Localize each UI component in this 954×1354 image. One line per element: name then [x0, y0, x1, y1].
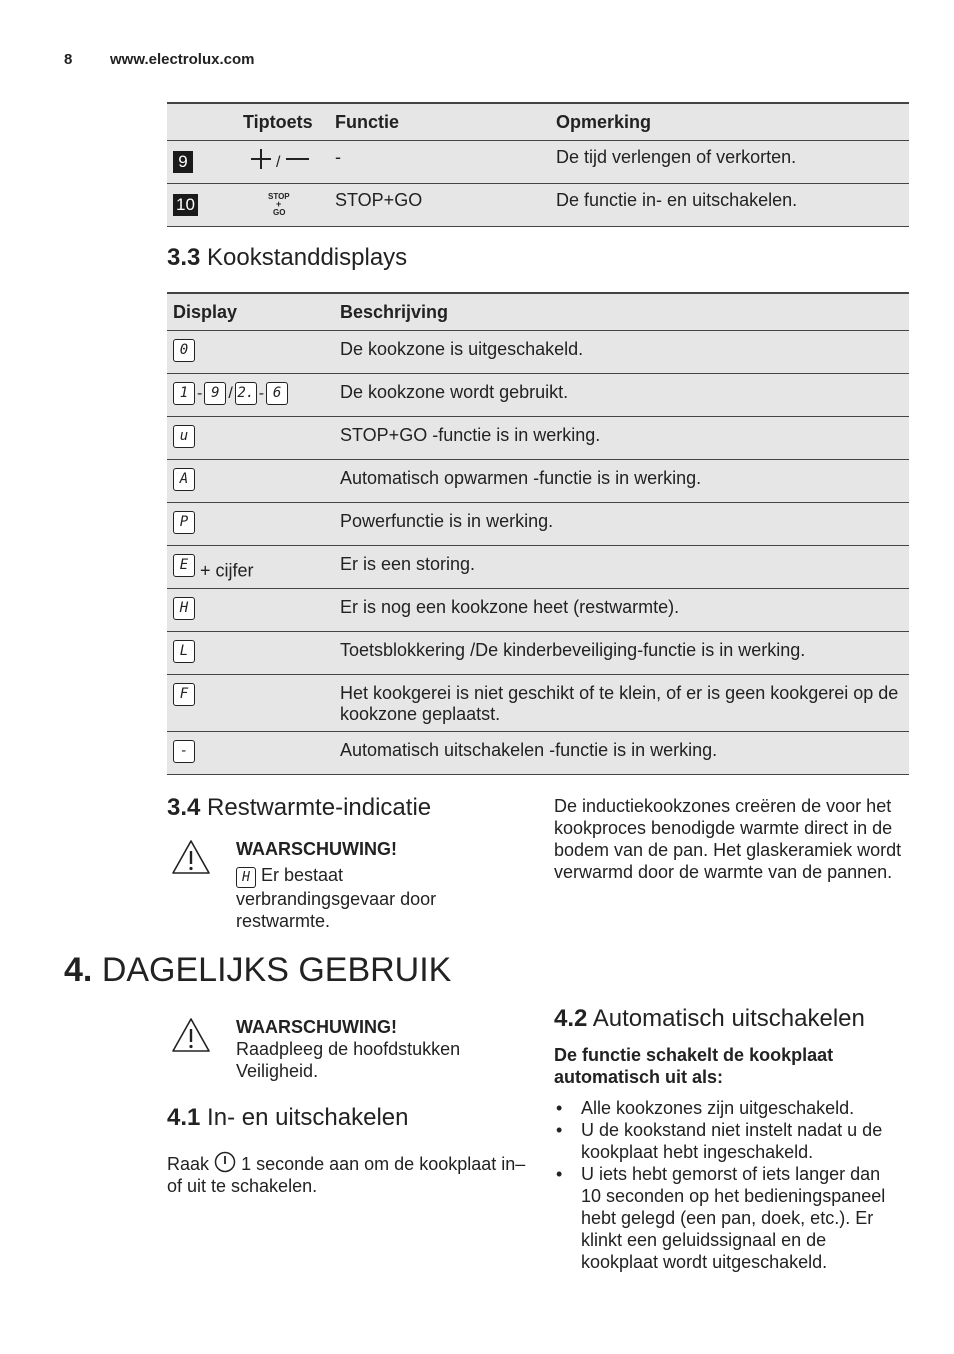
warning-triangle-icon: [171, 1017, 211, 1053]
display-symbol: u: [173, 425, 195, 448]
warning-block-3-4: [236, 839, 496, 932]
table-row: [167, 417, 909, 460]
display-symbol: P: [173, 511, 195, 534]
svg-text:GO: GO: [273, 208, 286, 217]
description-cell: De kookzone wordt gebruikt.: [334, 374, 909, 417]
plus-minus-icon: [243, 147, 313, 173]
page-number: 8: [64, 51, 73, 68]
list-item: • U de kookstand niet instelt nadat u de kookplaat hebt ingeschakeld.: [554, 1119, 904, 1163]
display-extra: + cijfer: [200, 560, 254, 581]
induction-paragraph: De inductiekookzones creëren de voor het kookproces benodigde warmte direct in de bodem van de pan. Het glaskeramiek wordt verwarmd door de warmte van de pannen.: [554, 796, 902, 882]
section-heading-3-3: 3.3 Kookstanddisplays: [167, 244, 408, 271]
table-row: [167, 374, 909, 417]
description-cell: Het kookgerei is niet geschikt of te klein, of er is geen kookgerei op de kookzone geplaatst.: [334, 675, 909, 732]
display-symbol: E: [173, 554, 195, 577]
header-url: www.electrolux.com: [110, 51, 255, 68]
keys-table: [167, 102, 909, 227]
col-display: Display: [167, 293, 334, 331]
description-cell: Toetsblokkering /De kinderbeveiliging-functie is in werking.: [334, 632, 909, 675]
display-symbol: H: [173, 597, 195, 620]
display-symbol: L: [173, 640, 195, 663]
col-functie: Functie: [329, 103, 550, 141]
section-heading-3-4: 3.4 Restwarmte-indicatie: [167, 794, 432, 821]
display-table: [167, 292, 909, 775]
display-symbol: 2.: [235, 382, 257, 405]
col-tiptoets: Tiptoets: [237, 103, 329, 141]
svg-text:/: /: [276, 154, 281, 171]
table-row: [167, 184, 909, 227]
functie-cell: STOP+GO: [329, 184, 550, 227]
warning-title: WAARSCHUWING!: [236, 839, 397, 859]
display-symbol: 0: [173, 339, 195, 362]
auto-off-intro: De functie schakelt de kookplaat automatisch uit als:: [554, 1045, 834, 1087]
display-symbol: 6: [266, 382, 288, 405]
table-row: [167, 546, 909, 589]
warning-text: H Er bestaat verbrandingsgevaar door restwarmte.: [236, 865, 437, 931]
description-cell: Automatisch opwarmen -functie is in werking.: [334, 460, 909, 503]
opmerking-cell: De functie in- en uitschakelen.: [550, 184, 909, 227]
display-symbol: A: [173, 468, 195, 491]
table-row: [167, 503, 909, 546]
display-symbol: 9: [204, 382, 226, 405]
separator: /: [228, 385, 233, 402]
on-off-paragraph: Raak 1 seconde aan om de kookplaat in– of uit te schakelen.: [167, 1151, 527, 1197]
functie-cell: -: [329, 141, 550, 184]
table-row: [167, 632, 909, 675]
description-cell: Powerfunctie is in werking.: [334, 503, 909, 546]
description-cell: STOP+GO -functie is in werking.: [334, 417, 909, 460]
list-item: • Alle kookzones zijn uitgeschakeld.: [554, 1097, 904, 1119]
table-row: [167, 589, 909, 632]
warning-triangle-icon: [171, 839, 211, 875]
display-symbol: F: [173, 683, 195, 706]
stop-go-icon: [243, 190, 313, 218]
key-number-badge: 9: [173, 151, 193, 173]
warning-block-4: [236, 1017, 506, 1082]
col-opmerking: Opmerking: [550, 103, 909, 141]
svg-text:+: +: [276, 199, 282, 209]
table-header-row: [167, 103, 909, 141]
display-symbol: H: [236, 867, 256, 888]
table-header-row: [167, 293, 909, 331]
table-row: [167, 460, 909, 503]
table-row: [167, 331, 909, 374]
warning-title: WAARSCHUWING!: [236, 1017, 397, 1037]
table-row: [167, 732, 909, 775]
warning-text: Raadpleeg de hoofdstukken Veiligheid.: [236, 1039, 461, 1081]
separator: -: [197, 385, 203, 402]
section-heading-4-1: 4.1 In- en uitschakelen: [167, 1104, 409, 1131]
opmerking-cell: De tijd verlengen of verkorten.: [550, 141, 909, 184]
col-beschrijving: Beschrijving: [334, 293, 909, 331]
power-icon: [214, 1151, 236, 1173]
description-cell: De kookzone is uitgeschakeld.: [334, 331, 909, 374]
display-symbol: 1: [173, 382, 195, 405]
auto-off-list: [554, 1097, 904, 1273]
key-number-badge: 10: [173, 194, 198, 216]
section-heading-4-2: 4.2 Automatisch uitschakelen: [554, 1005, 865, 1032]
table-row: [167, 141, 909, 184]
description-cell: Er is een storing.: [334, 546, 909, 589]
chapter-heading: 4. DAGELIJKS GEBRUIK: [64, 951, 452, 989]
svg-text:STOP: STOP: [268, 192, 290, 201]
separator: -: [258, 385, 265, 402]
list-item: • U iets hebt gemorst of iets langer dan 10 seconden op het bedieningspaneel hebt gelegd (een pan, doek, etc.). Er klinkt een geluidssignaal en de kookplaat wordt uitgeschakeld.: [554, 1163, 904, 1273]
display-symbol: -: [173, 740, 195, 763]
table-row: [167, 675, 909, 732]
description-cell: Er is nog een kookzone heet (restwarmte).: [334, 589, 909, 632]
description-cell: Automatisch uitschakelen -functie is in werking.: [334, 732, 909, 775]
